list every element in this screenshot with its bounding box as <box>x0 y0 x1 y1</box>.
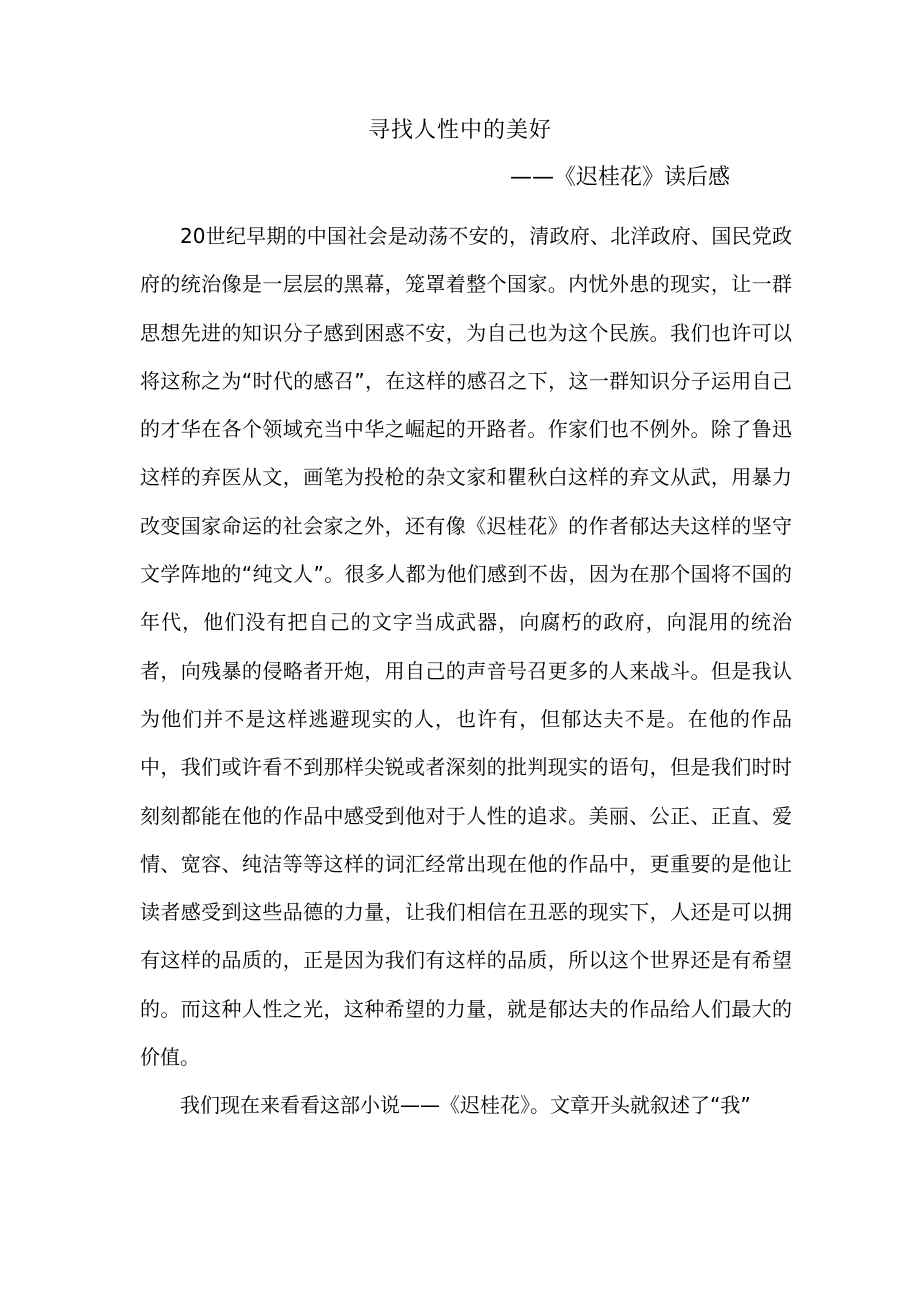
document-title: 寻找人性中的美好 <box>367 118 552 143</box>
paragraph-2: 我们现在来看看这部小说——《迟桂花》。文章开头就叙述了“我” <box>180 1093 751 1118</box>
paragraph-1: 20世纪早期的中国社会是动荡不安的，清政府、北洋政府、国民党政府的统治像是一层层的黑幕，笼罩着整个国家。内忧外患的现实，让一群思想先进的知识分子感到困惑不安，为自己也为这个民族。我们也许可以将这称之为“时代的感召”，在这样的感召之下，这一群知识分子运用自己的才华在各个领域充当中华之崛起的开路者。作家们也不例外。除了鲁迅这样的弃医从文，画笔为投枪的杂文家和瞿秋白这样的弃文从武，用暴力改变国家命运的社会家之外，还有像《迟桂花》的作者郁达夫这样的坚守文学阵地的“纯文人”。很多人都为他们感到不齿，因为在那个国将不国的年代，他们没有把自己的文字当成武器，向腐朽的政府，向混用的统治者，向残暴的侵略者开炮，用自己的声音号召更多的人来战斗。但是我认为他们并不是这样逃避现实的人，也许有，但郁达夫不是。在他的作品中，我们或许看不到那样尖锐或者深刻的批判现实的语句，但是我们时时刻刻都能在他的作品中感受到他对于人性的追求。美丽、公正、正直、爱情、宽容、纯洁等等这样的词汇经常出现在他的作品中，更重要的是他让读者感受到这些品德的力量，让我们相信在丑恶的现实下，人还是可以拥有这样的品质的，正是因为我们有这样的品质，所以这个世界还是有希望的。而这种人性之光，这种希望的力量，就是郁达夫的作品给人们最大的价值。 <box>140 224 792 1070</box>
document-subtitle: ——《迟桂花》读后感 <box>510 165 731 190</box>
document-body <box>140 212 792 1130</box>
